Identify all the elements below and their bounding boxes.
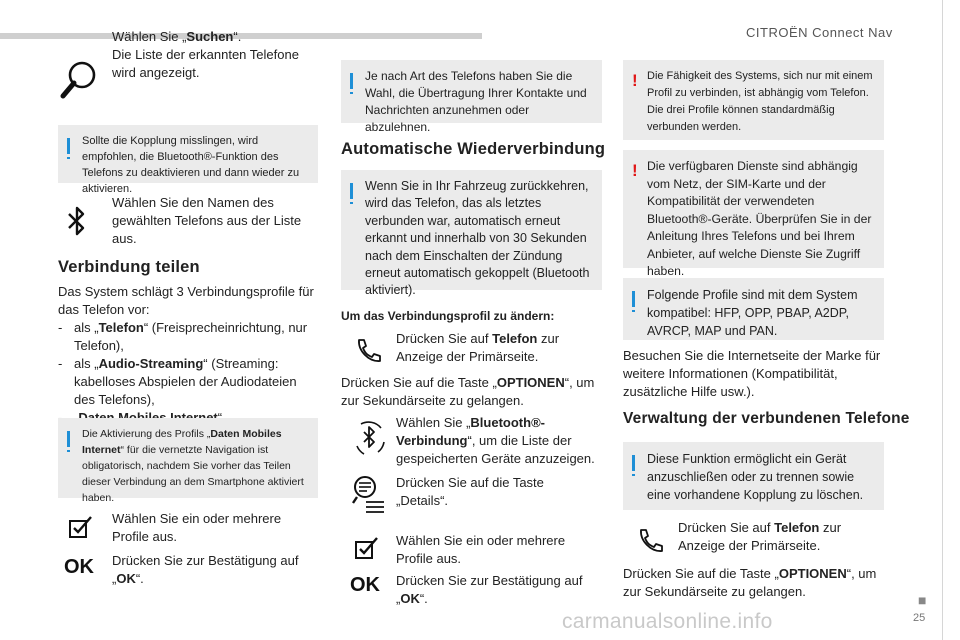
step-confirm-2: Drücken Sie zur Bestätigung auf „OK“. — [396, 573, 583, 606]
profile-list — [58, 319, 320, 427]
step-confirm: Drücken Sie zur Bestätigung auf „OK“. — [112, 553, 299, 586]
phone-handset-icon — [636, 527, 664, 555]
heading-auto-reconnect: Automatische Wiederverbindung — [341, 140, 606, 158]
step-options: Drücken Sie auf die Taste „OPTIONEN“, um zur Sekundärseite zu gelangen. — [341, 375, 595, 408]
step-select-profiles: Wählen Sie ein oder mehrere Profile aus. — [112, 511, 282, 544]
step-bt-connection: Wählen Sie „Bluetooth®-Verbindung“, um die Liste der gespeicherten Geräte anzuzeigen. — [396, 415, 595, 466]
info-box-manage: Diese Funktion ermöglicht ein Gerät anzuschließen oder zu trennen sowie eine vorhandene Kopplung zu löschen. — [623, 442, 884, 510]
page-edge-rule — [942, 0, 943, 640]
header-title: CITROËN Connect Nav — [746, 25, 893, 40]
step-options-2: Drücken Sie auf die Taste „OPTIONEN“, um zur Sekundärseite zu gelangen. — [623, 566, 877, 599]
watermark: carmanualsonline.info — [562, 610, 773, 633]
ok-icon: OK — [350, 574, 380, 596]
checkbox-list-icon — [68, 515, 94, 539]
checkbox-list-icon — [354, 536, 380, 560]
section-marker: ■ — [918, 592, 927, 608]
bluetooth-settings-icon — [352, 418, 388, 458]
search-icon — [58, 60, 100, 102]
phone-handset-icon — [354, 337, 382, 365]
page-number: 25 — [913, 612, 926, 624]
details-search-icon — [352, 474, 386, 514]
visit-website: Besuchen Sie die Internetseite der Marke für weitere Informationen (Kompatibilität, zusätzliche Hilfe usw.). — [623, 348, 881, 399]
warning-box-services: ! Die verfügbaren Dienste sind abhängig vom Netz, der SIM-Karte und der Kompatibilität der verwendeten Bluetooth®-Geräte. Überprüfen Sie in der Anleitung Ihres Telefons und bei Ihrem Anbieter, auf welche Dienste Sie Zugriff haben. — [623, 150, 884, 268]
step-press-phone: Drücken Sie auf Telefon zur Anzeige der Primärseite. — [396, 331, 560, 364]
info-box-auto-reconnect: Wenn Sie in Ihr Fahrzeug zurückkehren, wird das Telefon, das als letztes verbunden war, automatisch erneut erkannt und innerhalb von 30 Sekunden nach dem Einschalten der Zündung erneut automatisch gekoppelt (Bluetooth aktiviert). — [341, 170, 602, 290]
info-box-phone-type: Je nach Art des Telefons haben Sie die Wahl, die Übertragung Ihrer Kontakte und Nachrichten anzunehmen oder abzulehnen. — [341, 60, 602, 123]
step-select-profiles-2: Wählen Sie ein oder mehrere Profile aus. — [396, 533, 566, 566]
bluetooth-icon — [66, 205, 88, 239]
share-intro: Das System schlägt 3 Verbindungsprofile für das Telefon vor: — [58, 284, 314, 317]
info-box-pairing: Sollte die Kopplung misslingen, wird empfohlen, die Bluetooth®-Funktion des Telefons zu deaktivieren und dann wieder zu aktivieren. — [58, 125, 318, 183]
info-box-profiles: Folgende Profile sind mit dem System kompatibel: HFP, OPP, PBAP, A2DP, AVRCP, MAP und PAN. — [623, 278, 884, 340]
profile-item-telefon: - als „Telefon“ (Freisprecheinrichtung, nur Telefon), — [58, 320, 308, 353]
warning-box-profile: ! Die Fähigkeit des Systems, sich nur mit einem Profil zu verbinden, ist abhängig vom Telefon. Die drei Profile können standardmäßig verbunden werden. — [623, 60, 884, 140]
step-search: Wählen Sie „Suchen“. Die Liste der erkannten Telefone wird angezeigt. — [112, 29, 299, 80]
subheading-change-profile: Um das Verbindungsprofil zu ändern: — [341, 309, 555, 323]
ok-icon: OK — [64, 556, 94, 578]
step-select-phone: Wählen Sie den Namen des gewählten Telefons aus der Liste aus. — [112, 195, 302, 246]
heading-share-connection: Verbindung teilen — [58, 258, 200, 276]
warning-icon: ! — [632, 161, 638, 180]
profile-item-audio: - als „Audio-Streaming“ (Streaming: kabelloses Abspielen der Audiodateien des Telefons), — [58, 356, 297, 407]
step-press-phone-2: Drücken Sie auf Telefon zur Anzeige der Primärseite. — [678, 520, 842, 553]
step-details: Drücken Sie auf die Taste „Details“. — [396, 475, 544, 508]
info-box-activation: Die Aktivierung des Profils „Daten Mobiles Internet“ für die vernetzte Navigation ist obligatorisch, nachdem Sie vorher das Teilen dieser Verbindung an dem Smartphone aktiviert haben. — [58, 418, 318, 498]
warning-icon: ! — [632, 71, 638, 90]
heading-manage-phones: Verwaltung der verbundenen Telefone — [623, 410, 910, 427]
